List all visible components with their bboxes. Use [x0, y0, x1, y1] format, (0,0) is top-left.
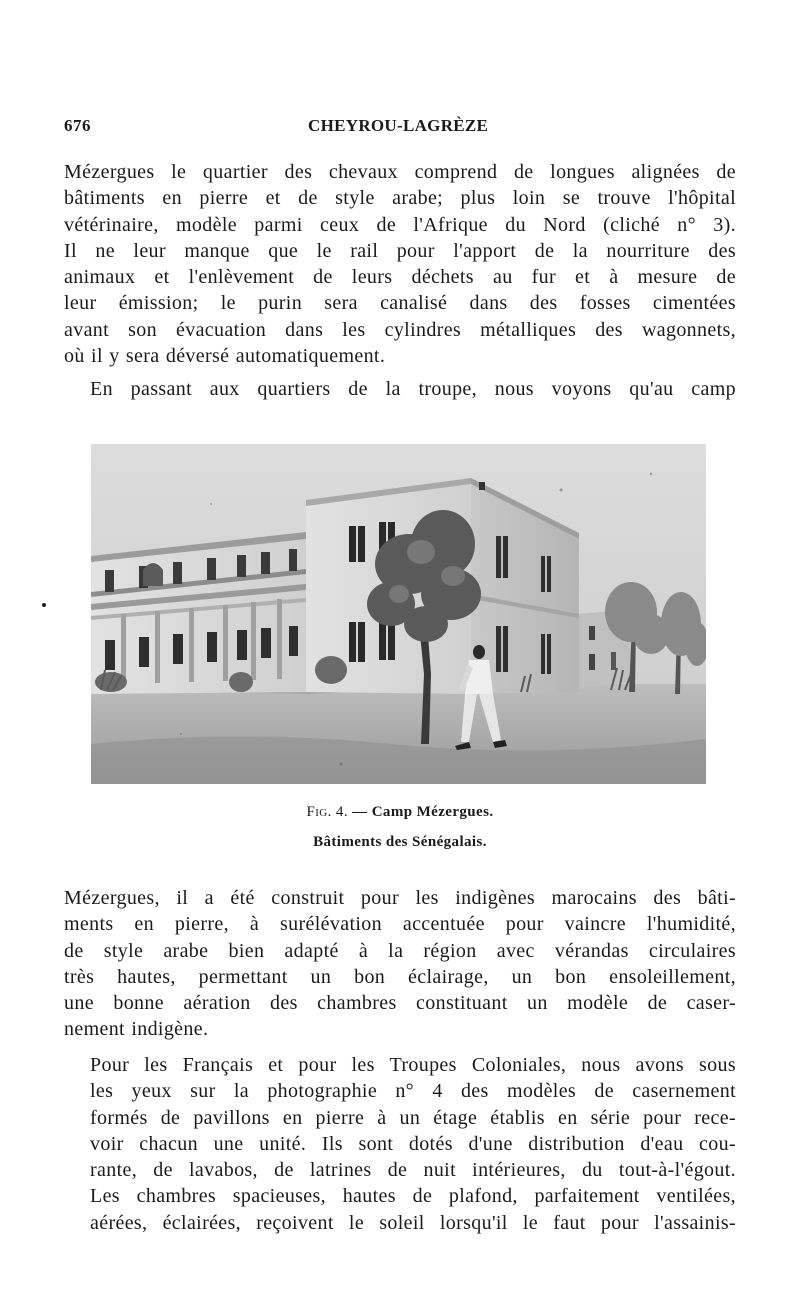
text-line: animaux et l'enlèvement de leurs déchets au fur et à mesure de — [64, 266, 736, 289]
paragraph-3 — [64, 885, 736, 1043]
print-speck — [42, 603, 46, 607]
paragraph-2 — [64, 376, 736, 402]
text-line: En passant aux quartiers de la troupe, nous voyons qu'au camp — [90, 378, 736, 400]
text-line: rante, de lavabos, de latrines de nuit intérieures, du tout-à-l'égout. — [90, 1159, 736, 1182]
text-line: de style arabe bien adapté à la région avec vérandas circulaires — [64, 939, 736, 962]
text-line: Pour les Français et pour les Troupes Coloniales, nous avons sous — [90, 1054, 736, 1076]
text-line: nement indigène. — [64, 1018, 209, 1041]
text-line: formés de pavillons en pierre à un étage établis en série pour rece- — [90, 1106, 736, 1129]
figure-subtitle: Bâtiments des Sénégalais. — [313, 834, 487, 850]
text-line: une bonne aération des chambres constituant un modèle de caser- — [64, 992, 736, 1015]
figure-label: Fig. 4. — [306, 804, 348, 820]
paragraph-4 — [64, 1052, 736, 1236]
page-header — [64, 116, 736, 140]
text-line: Mézergues le quartier des chevaux comprend de longues alignées de — [64, 161, 736, 183]
text-line: Il ne leur manque que le rail pour l'apport de la nourriture des — [64, 239, 736, 262]
text-line: avant son évacuation dans les cylindres métalliques des wagonnets, — [64, 318, 736, 341]
text-line: les yeux sur la photographie n° 4 des modèles de casernement — [90, 1080, 736, 1103]
text-line: très hautes, permettant un bon éclairage, un bon ensoleillement, — [64, 965, 736, 988]
text-line: ments en pierre, à surélévation accentuée pour vaincre l'humidité, — [64, 913, 736, 936]
running-head: CHEYROU-LAGRÈZE — [308, 116, 489, 135]
figure-title: — Camp Mézergues. — [352, 804, 494, 820]
text-line: aérées, éclairées, reçoivent le soleil lorsqu'il le faut pour l'assainis- — [90, 1211, 736, 1234]
paragraph-1 — [64, 159, 736, 369]
text-line: Les chambres spacieuses, hautes de plafond, parfaitement ventilées, — [90, 1185, 736, 1208]
text-line: voir chacun une unité. Ils sont dotés d'une distribution d'eau cou- — [90, 1132, 736, 1155]
photograph-illustration — [91, 444, 706, 784]
figure-caption — [64, 804, 736, 821]
photograph-camp-mezergues — [91, 444, 706, 784]
page-number: 676 — [64, 116, 91, 135]
text-line: bâtiments en pierre et de style arabe; plus loin se trouve l'hôpital — [64, 187, 736, 210]
text-line: où il y sera déversé automatiquement. — [64, 345, 386, 368]
text-line: leur émission; le purin sera canalisé dans des fosses cimentées — [64, 292, 736, 315]
text-line: Mézergues, il a été construit pour les indigènes marocains des bâti- — [64, 887, 736, 909]
text-line: vétérinaire, modèle parmi ceux de l'Afrique du Nord (cliché n° 3). — [64, 213, 736, 236]
